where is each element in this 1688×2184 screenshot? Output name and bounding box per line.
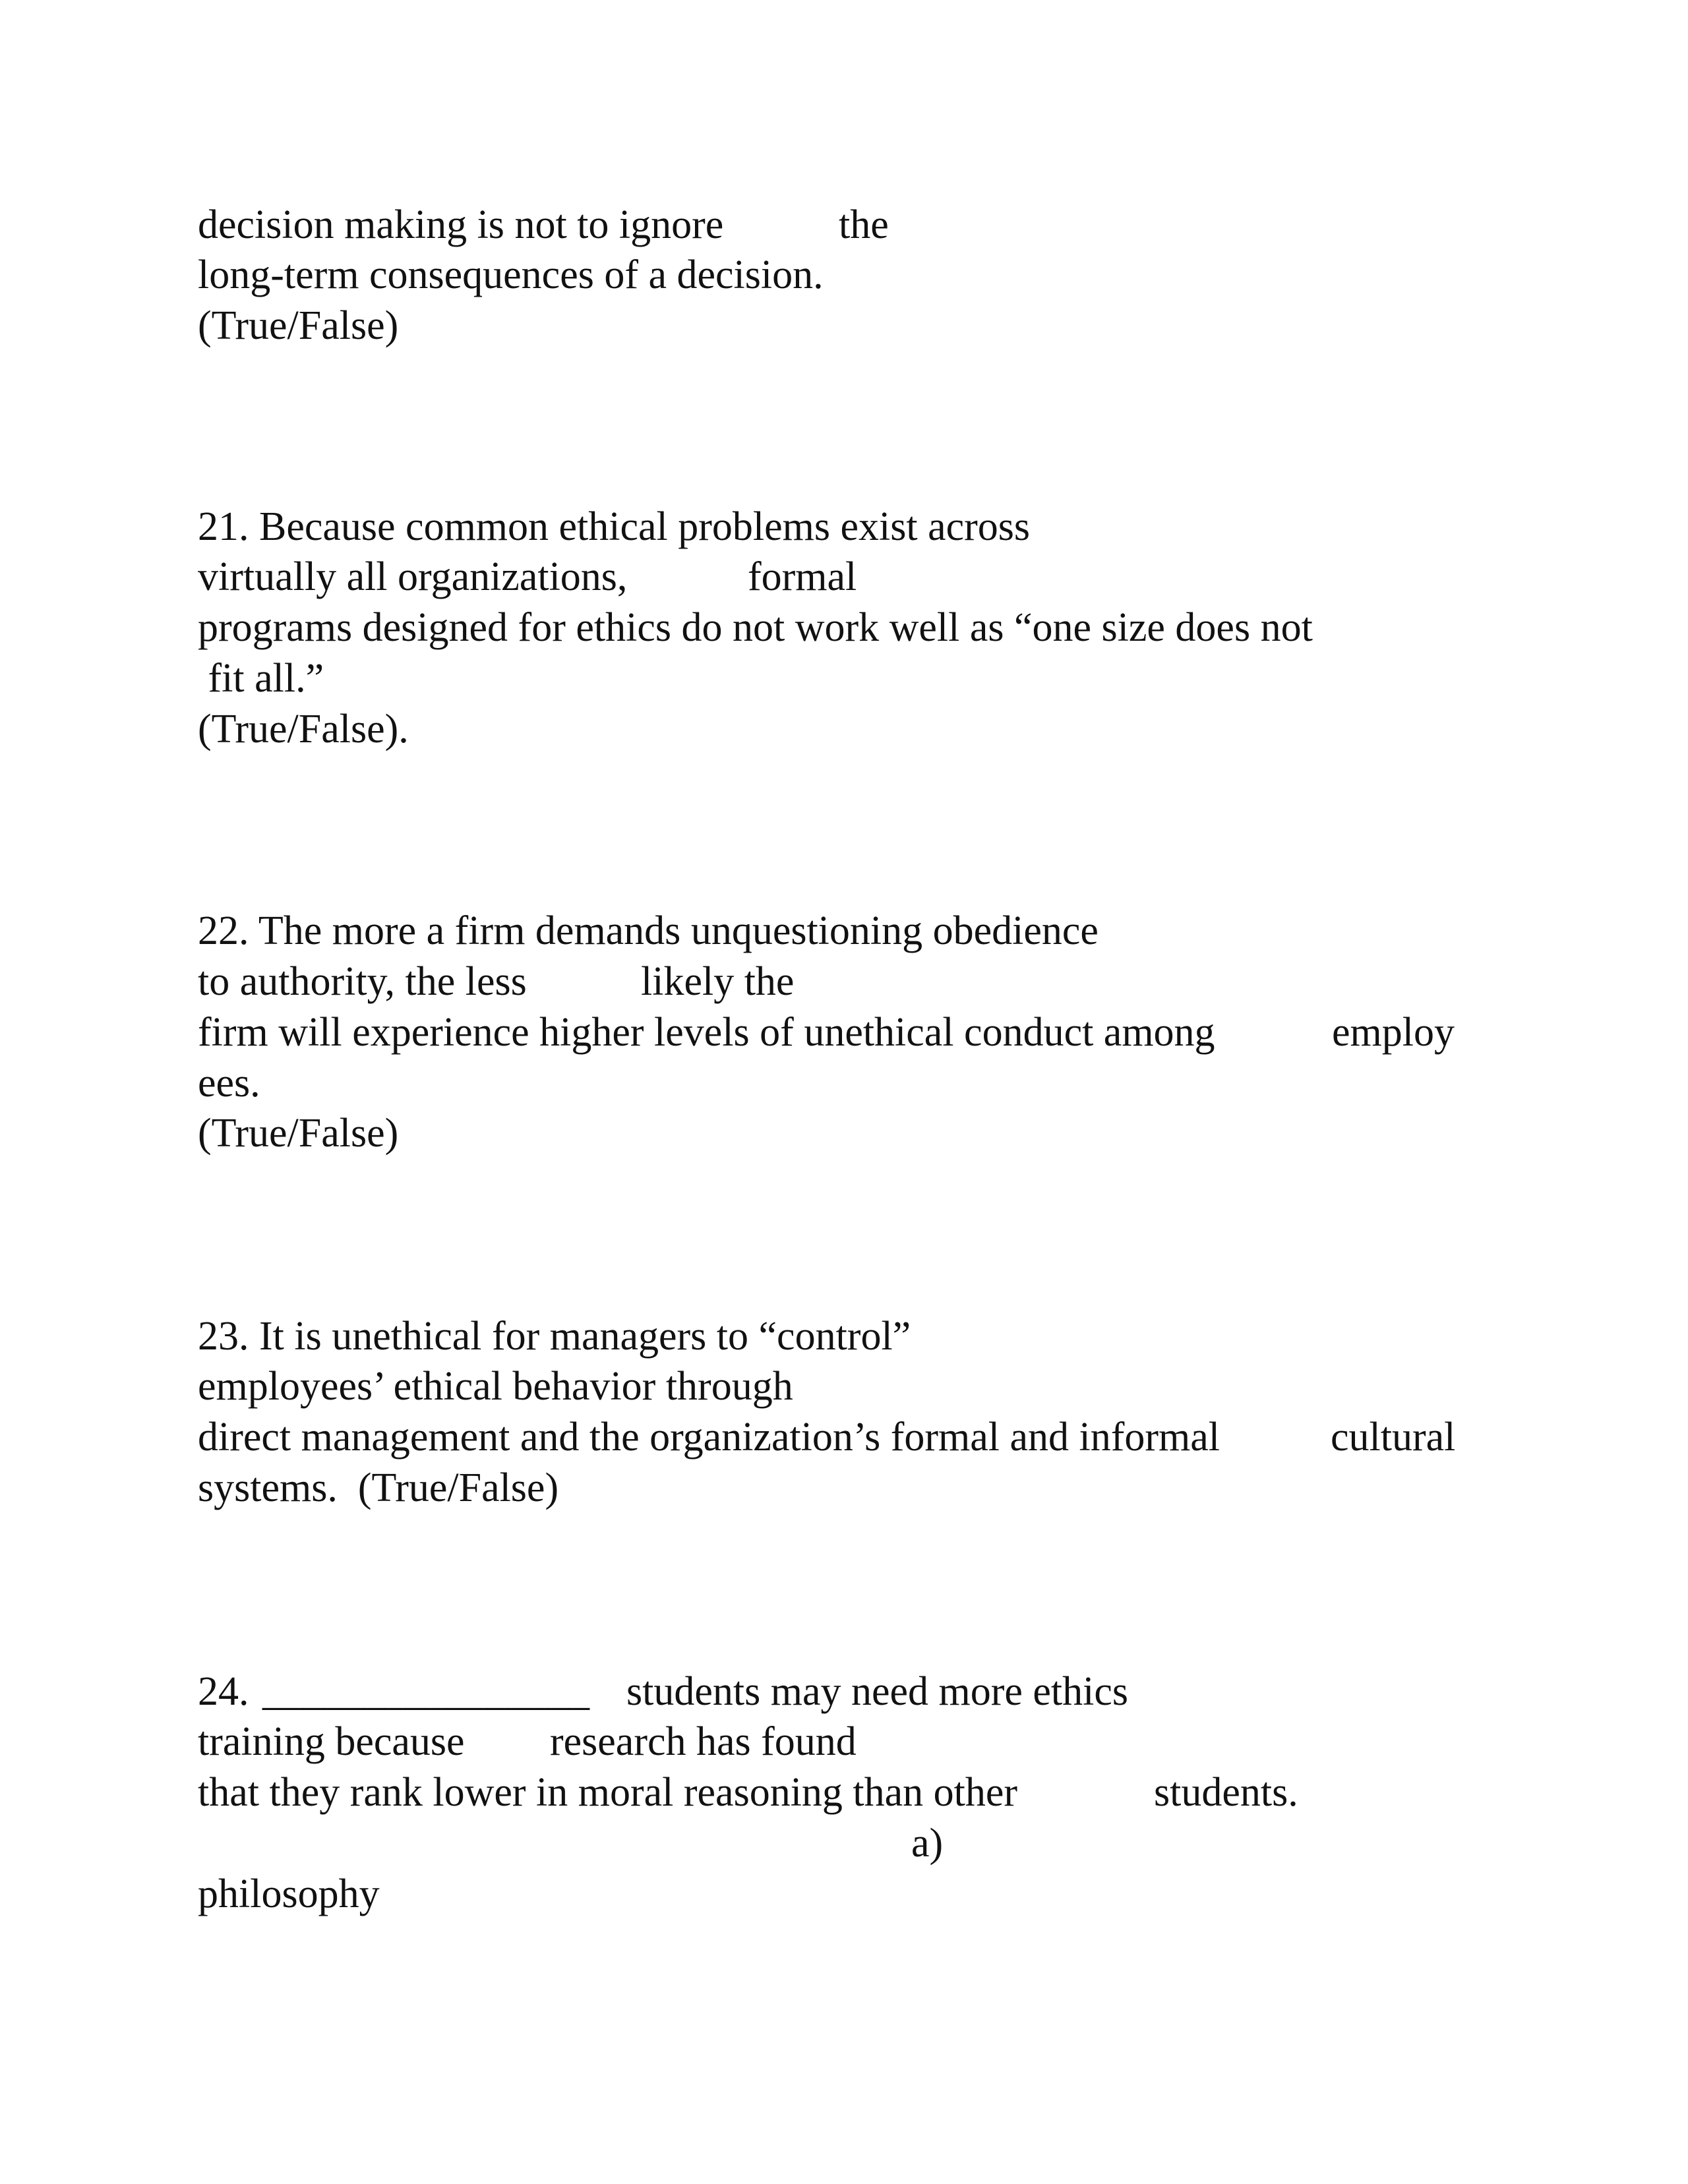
q22-line-4: ees.: [198, 1061, 260, 1106]
q24-line-2-text: training because: [198, 1719, 465, 1764]
q20-line-2: long-term consequences of a decision.: [198, 252, 824, 297]
q21-line-1: 21. Because common ethical problems exist across: [198, 504, 1031, 549]
q23-line-3-end: cultural: [1331, 1415, 1456, 1460]
q22-answer-format: (True/False): [198, 1111, 399, 1156]
q24-line-3-end: students.: [1154, 1770, 1298, 1815]
q24-option-a-text: philosophy: [198, 1872, 380, 1916]
q24-line-1-text: students may need more ethics: [626, 1669, 1129, 1714]
q21-line-4: fit all.”: [198, 656, 324, 701]
q20-answer-format: (True/False): [198, 303, 399, 348]
q23-line-2: employees’ ethical behavior through: [198, 1364, 793, 1409]
q22-line-2-end: likely the: [641, 959, 795, 1004]
q23-line-3-text: direct management and the organization’s formal and informal: [198, 1415, 1221, 1460]
q22-line-2-text: to authority, the less: [198, 959, 527, 1004]
q24-line-2-end: research has found: [550, 1719, 857, 1764]
q24-number: 24.: [198, 1669, 249, 1714]
q20-line-1-text: decision making is not to ignore: [198, 202, 724, 247]
q24-answer-blank: ________________: [262, 1669, 589, 1714]
q24-option-a-label: a): [911, 1821, 944, 1866]
q21-line-2-end: formal: [748, 554, 857, 599]
q22-line-3-end: employ: [1332, 1010, 1455, 1055]
q22-line-1: 22. The more a firm demands unquestioning obedience: [198, 908, 1099, 953]
q21-answer-format: (True/False).: [198, 707, 409, 752]
q24-line-3-text: that they rank lower in moral reasoning than other: [198, 1770, 1018, 1815]
q22-line-3-text: firm will experience higher levels of unethical conduct among: [198, 1010, 1215, 1055]
q23-line-4: systems. (True/False): [198, 1465, 559, 1510]
q21-line-3: programs designed for ethics do not work well as “one size does not: [198, 605, 1313, 650]
q21-line-2-text: virtually all organizations,: [198, 554, 628, 599]
q23-line-1: 23. It is unethical for managers to “control”: [198, 1314, 911, 1359]
q20-line-1-end: the: [839, 202, 889, 247]
